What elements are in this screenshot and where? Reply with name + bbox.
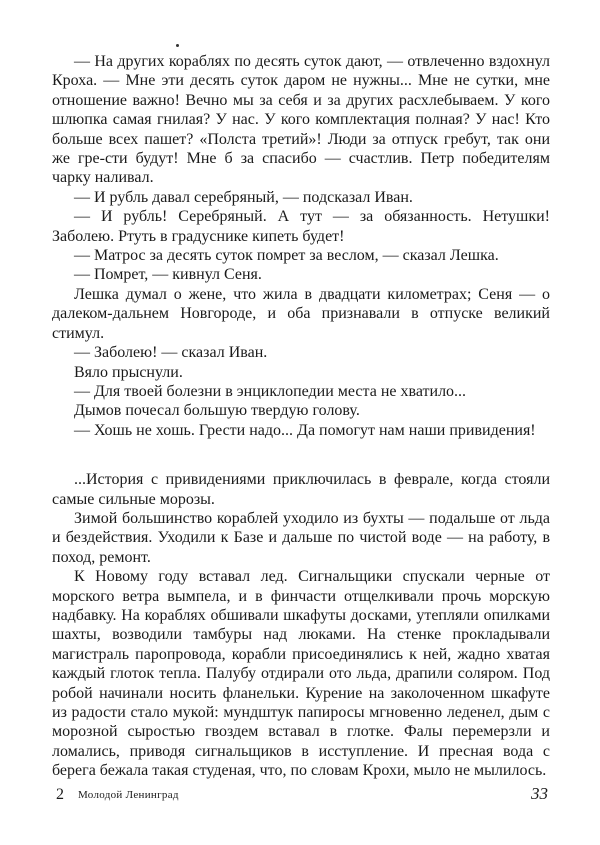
signature-number: 2 [56,786,64,803]
paragraph: Лешка думал о жене, что жила в двадцати километрах; Сеня — о далеком-дальнем Новгороде, и оба признавали в отпуске великий стимул. [52,285,550,342]
paragraph: К Новому году вставал лед. Сигнальщики спускали черные от морского ветра вымпела, и в финчасти отщелкивали прочь морскую надбавку. На кораблях обшивали шкафуты досками, утепляли опилками шахты, возводили тамбуры над люками. На стенке прокладывали магистраль паропровода, корабли присоединялись к ней, жадно хватая каждый глоток тепла. Палубу отдирали ото льда, драпили соляром. Под робой начинали носить фланельки. Курение на заколоченном шкафуте из радости стало мукой: мундштук папиросы мгновенно леденел, дым с морозной сыростью гвоздем вставал в глотке. Фалы перемерзли и ломались, приводя сигнальщиков в исступление. И пресная вода с берега бежала такая студеная, что, по словам Крохи, мыло не мылилось. [52,568,550,780]
section-break [52,440,550,470]
paragraph: ...История с привидениями приключилась в феврале, когда стояли самые сильные морозы. [52,471,550,508]
paragraph: Зимой большинство кораблей уходило из бухты — подальше от льда и бездействия. Уходили к Базе и дальше по чистой воде — на работу, в поход, ремонт. [52,509,550,566]
page-footer [52,784,550,808]
paragraph: — Хошь не хошь. Грести надо... Да помогут нам наши привидения! [74,421,536,439]
body-text [52,52,550,781]
paragraph: — И рубль! Серебряный. А тут — за обязанность. Нетушки! Заболею. Ртуть в градуснике кипеть будет! [52,208,550,245]
page-number: 33 [531,784,548,803]
paragraph: — Для твоей болезни в энциклопедии места не хватило... [74,382,467,400]
paragraph: Дымов почесал большую твердую голову. [74,402,360,420]
paragraph: — Заболею! — сказал Иван. [74,344,268,362]
paragraph: — Матрос за десять суток помрет за веслом, — сказал Лешка. [74,247,499,265]
paragraph: Вяло прыснули. [74,363,183,381]
print-speck [176,44,179,47]
paragraph: — Помрет, — кивнул Сеня. [74,266,262,284]
paragraph: — На других кораблях по десять суток дают, — отвлеченно вздохнул Кроха. — Мне эти десять суток даром не нужны... Мне не сутки, мне отношение важно! Вечно мы за себя и за других расхлебываем. У кого шлюпка самая гнилая? У нас. У кого комплектация полная? У нас! Кто больше всех пашет? «Полста третий»! Люди за отпуск гребут, так они же гре-сти будут! Мне б за спасибо — счастлив. Петр победителям чарку наливал. [52,53,550,187]
signature-title: Молодой Ленинград [78,789,179,801]
paragraph: — И рубль давал серебряный, — подсказал Иван. [74,188,413,206]
